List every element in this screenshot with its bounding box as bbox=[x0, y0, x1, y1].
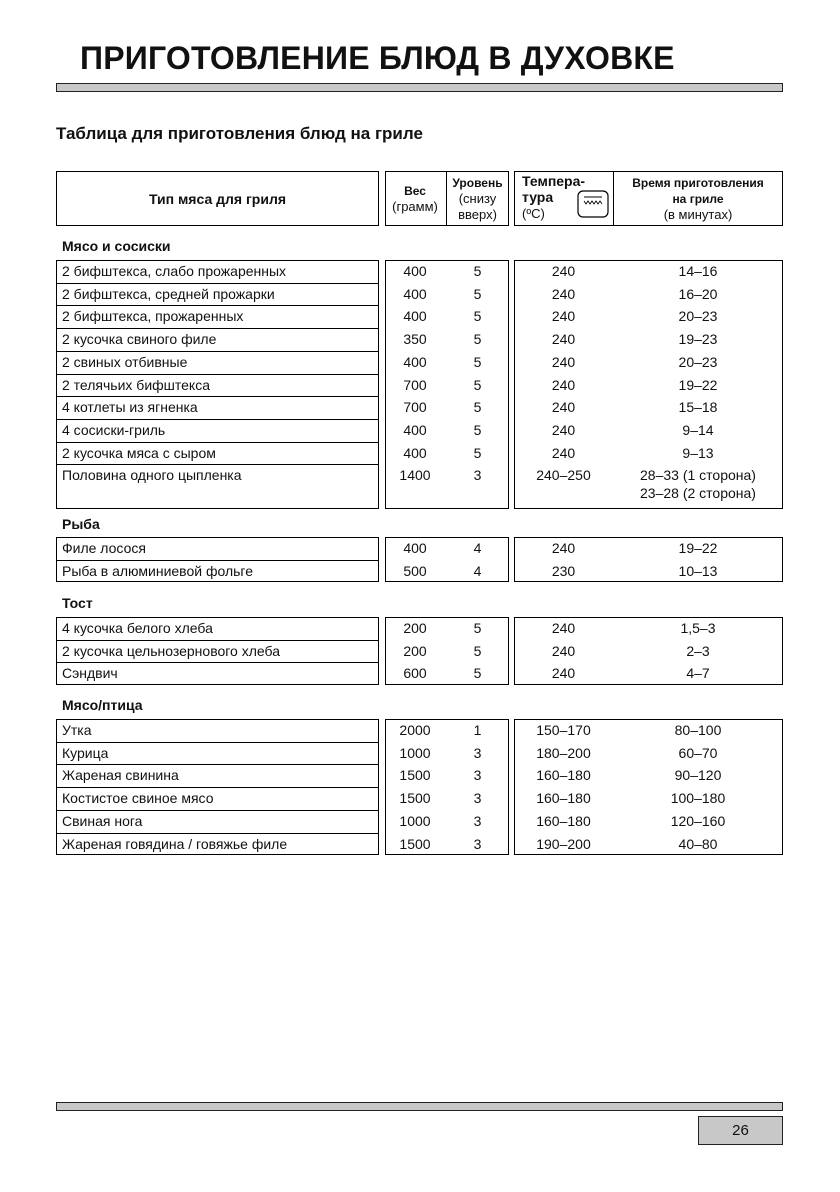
row-name: 2 бифштекса, прожаренных bbox=[62, 308, 244, 325]
row-cooking-time: 120–160 bbox=[670, 812, 726, 829]
page-number-box bbox=[698, 1116, 783, 1145]
row-divider bbox=[56, 810, 379, 811]
row-divider bbox=[56, 328, 379, 329]
row-temperature: 160–180 bbox=[536, 790, 591, 807]
header-weight-title: Вес bbox=[404, 183, 426, 198]
row-level: 3 bbox=[473, 812, 482, 829]
row-temperature: 150–170 bbox=[536, 722, 591, 738]
row-weight: 1500 bbox=[399, 835, 431, 852]
row-divider bbox=[56, 305, 379, 306]
row-cooking-time: 16–20 bbox=[678, 285, 718, 302]
row-temperature: 240 bbox=[551, 642, 576, 659]
row-weight: 200 bbox=[403, 620, 427, 636]
row-weight: 400 bbox=[403, 421, 427, 438]
row-name: Курица bbox=[62, 744, 109, 761]
header-temp-unit: (ºC) bbox=[522, 206, 545, 221]
row-cooking-time: 2–3 bbox=[686, 642, 710, 659]
row-weight: 1500 bbox=[399, 790, 431, 807]
row-level: 5 bbox=[473, 285, 482, 302]
row-temperature: 240 bbox=[551, 331, 576, 348]
row-divider bbox=[56, 742, 379, 743]
row-weight: 1500 bbox=[399, 767, 431, 784]
row-level: 5 bbox=[473, 444, 482, 461]
row-divider bbox=[56, 374, 379, 375]
row-temperature: 240 bbox=[551, 353, 576, 370]
row-cooking-time: 20–23 bbox=[678, 308, 718, 325]
row-level: 5 bbox=[473, 620, 482, 636]
row-level: 5 bbox=[473, 642, 482, 659]
row-name: Сэндвич bbox=[62, 665, 118, 682]
header-weight bbox=[385, 171, 445, 226]
row-level: 5 bbox=[473, 665, 482, 682]
row-level: 3 bbox=[473, 835, 482, 852]
row-level: 3 bbox=[473, 467, 482, 484]
row-level: 5 bbox=[473, 308, 482, 325]
row-cooking-time: 90–120 bbox=[674, 767, 722, 784]
row-temperature: 230 bbox=[551, 562, 576, 579]
row-level: 3 bbox=[473, 744, 482, 761]
row-name: Утка bbox=[62, 722, 92, 738]
row-name: 2 кусочка свиного филе bbox=[62, 331, 217, 348]
row-divider bbox=[56, 464, 379, 465]
row-weight: 1000 bbox=[399, 812, 431, 829]
row-weight: 400 bbox=[403, 263, 427, 279]
header-time-title-2: на гриле bbox=[672, 191, 724, 206]
row-level: 4 bbox=[473, 562, 482, 579]
header-weight-unit: (грамм) bbox=[392, 198, 438, 214]
row-weight: 500 bbox=[403, 562, 427, 579]
row-name: Половина одного цыпленка bbox=[62, 467, 242, 484]
section-label-meat-sausages: Мясо и сосиски bbox=[62, 238, 171, 254]
row-cooking-time: 15–18 bbox=[678, 399, 718, 416]
row-name: 2 кусочка цельнозернового хлеба bbox=[62, 642, 281, 659]
page-number: 26 bbox=[732, 1122, 749, 1139]
header-level-note-1: (снизу bbox=[458, 190, 497, 206]
row-temperature: 240 bbox=[551, 444, 576, 461]
header-meat-type-label: Тип мяса для гриля bbox=[148, 190, 287, 207]
row-temperature: 160–180 bbox=[536, 767, 591, 784]
row-cooking-time: 60–70 bbox=[678, 744, 718, 761]
header-level-title: Уровень bbox=[452, 175, 503, 190]
row-divider bbox=[56, 351, 379, 352]
row-cooking-time: 20–23 bbox=[678, 353, 718, 370]
header-level bbox=[446, 171, 509, 226]
row-level: 4 bbox=[473, 540, 482, 556]
row-level: 5 bbox=[473, 331, 482, 348]
row-temperature: 240 bbox=[551, 285, 576, 302]
row-level: 3 bbox=[473, 767, 482, 784]
row-temperature: 190–200 bbox=[536, 835, 591, 852]
section-label-toast: Тост bbox=[62, 595, 93, 611]
row-cooking-time: 14–16 bbox=[678, 263, 718, 279]
row-level: 3 bbox=[473, 790, 482, 807]
row-weight: 350 bbox=[403, 331, 427, 348]
row-cooking-time: 40–80 bbox=[678, 835, 718, 852]
row-cooking-time: 9–13 bbox=[682, 444, 714, 461]
row-cooking-time: 100–180 bbox=[670, 790, 726, 807]
row-cooking-time: 19–22 bbox=[678, 376, 718, 393]
row-divider bbox=[56, 833, 379, 834]
row-name: Рыба в алюминиевой фольге bbox=[62, 562, 254, 579]
row-name: 2 телячьих бифштекса bbox=[62, 376, 210, 393]
row-divider bbox=[56, 283, 379, 284]
row-cooking-time: 19–23 bbox=[678, 331, 718, 348]
header-temp-title-1: Темпера- bbox=[522, 173, 586, 189]
row-cooking-time: 1,5–3 bbox=[680, 620, 716, 636]
row-level: 1 bbox=[473, 722, 482, 738]
row-level: 5 bbox=[473, 421, 482, 438]
row-cooking-time: 19–22 bbox=[678, 540, 718, 556]
row-name: Костистое свиное мясо bbox=[62, 790, 214, 807]
row-name: Свиная нога bbox=[62, 812, 143, 829]
row-weight: 1400 bbox=[399, 467, 431, 484]
top-rule bbox=[56, 83, 783, 92]
row-cooking-time: 80–100 bbox=[674, 722, 722, 738]
bottom-rule bbox=[56, 1102, 783, 1111]
row-temperature: 240 bbox=[551, 665, 576, 682]
row-name: Жареная свинина bbox=[62, 767, 179, 784]
row-name: 2 свиных отбивные bbox=[62, 353, 188, 370]
row-name: Жареная говядина / говяжье филе bbox=[62, 835, 288, 852]
row-divider bbox=[56, 442, 379, 443]
row-temperature: 180–200 bbox=[536, 744, 591, 761]
row-cooking-time: 4–7 bbox=[686, 665, 710, 682]
row-level: 5 bbox=[473, 376, 482, 393]
row-level: 5 bbox=[473, 263, 482, 279]
row-name: Филе лосося bbox=[62, 540, 146, 556]
row-weight: 200 bbox=[403, 642, 427, 659]
row-weight: 400 bbox=[403, 540, 427, 556]
row-name: 4 сосиски-гриль bbox=[62, 421, 166, 438]
section-label-fish: Рыба bbox=[62, 516, 100, 532]
header-temp-title-2: тура bbox=[522, 189, 554, 205]
section-label-meat-poultry: Мясо/птица bbox=[62, 697, 143, 713]
row-cooking-time-second: 23–28 (2 сторона) bbox=[640, 485, 756, 502]
row-weight: 400 bbox=[403, 353, 427, 370]
row-divider bbox=[56, 396, 379, 397]
table-subtitle: Таблица для приготовления блюд на гриле bbox=[56, 124, 423, 143]
grill-icon bbox=[577, 190, 609, 218]
row-weight: 400 bbox=[403, 285, 427, 302]
row-name: 2 бифштекса, средней прожарки bbox=[62, 285, 275, 302]
row-weight: 2000 bbox=[399, 722, 431, 738]
row-divider bbox=[56, 419, 379, 420]
row-weight: 700 bbox=[403, 399, 427, 416]
header-meat-type bbox=[56, 171, 379, 226]
row-temperature: 160–180 bbox=[536, 812, 591, 829]
row-cooking-time: 28–33 (1 сторона) bbox=[640, 467, 756, 484]
row-temperature: 240 bbox=[551, 399, 576, 416]
row-divider bbox=[56, 787, 379, 788]
row-temperature: 240–250 bbox=[536, 467, 591, 484]
row-weight: 400 bbox=[403, 444, 427, 461]
row-divider bbox=[56, 560, 379, 561]
row-divider bbox=[56, 640, 379, 641]
row-weight: 1000 bbox=[399, 744, 431, 761]
header-level-note-2: вверх) bbox=[458, 206, 497, 222]
row-temperature: 240 bbox=[551, 421, 576, 438]
header-temperature bbox=[514, 171, 613, 226]
row-weight: 400 bbox=[403, 308, 427, 325]
row-temperature: 240 bbox=[551, 620, 576, 636]
row-name: 4 кусочка белого хлеба bbox=[62, 620, 213, 636]
row-temperature: 240 bbox=[551, 263, 576, 279]
header-time-title-1: Время приготовления bbox=[632, 175, 764, 190]
row-temperature: 240 bbox=[551, 540, 576, 556]
row-cooking-time: 10–13 bbox=[678, 562, 718, 579]
page-title: ПРИГОТОВЛЕНИЕ БЛЮД В ДУХОВКЕ bbox=[80, 40, 675, 76]
row-cooking-time: 9–14 bbox=[682, 421, 714, 438]
row-name: 4 котлеты из ягненка bbox=[62, 399, 198, 416]
row-temperature: 240 bbox=[551, 376, 576, 393]
header-cooking-time bbox=[613, 171, 783, 226]
row-weight: 700 bbox=[403, 376, 427, 393]
header-time-unit: (в минутах) bbox=[663, 206, 733, 222]
row-temperature: 240 bbox=[551, 308, 576, 325]
row-divider bbox=[56, 662, 379, 663]
row-name: 2 кусочка мяса с сыром bbox=[62, 444, 216, 461]
row-level: 5 bbox=[473, 399, 482, 416]
row-divider bbox=[56, 764, 379, 765]
row-name: 2 бифштекса, слабо прожаренных bbox=[62, 263, 287, 279]
row-level: 5 bbox=[473, 353, 482, 370]
row-weight: 600 bbox=[403, 665, 427, 682]
